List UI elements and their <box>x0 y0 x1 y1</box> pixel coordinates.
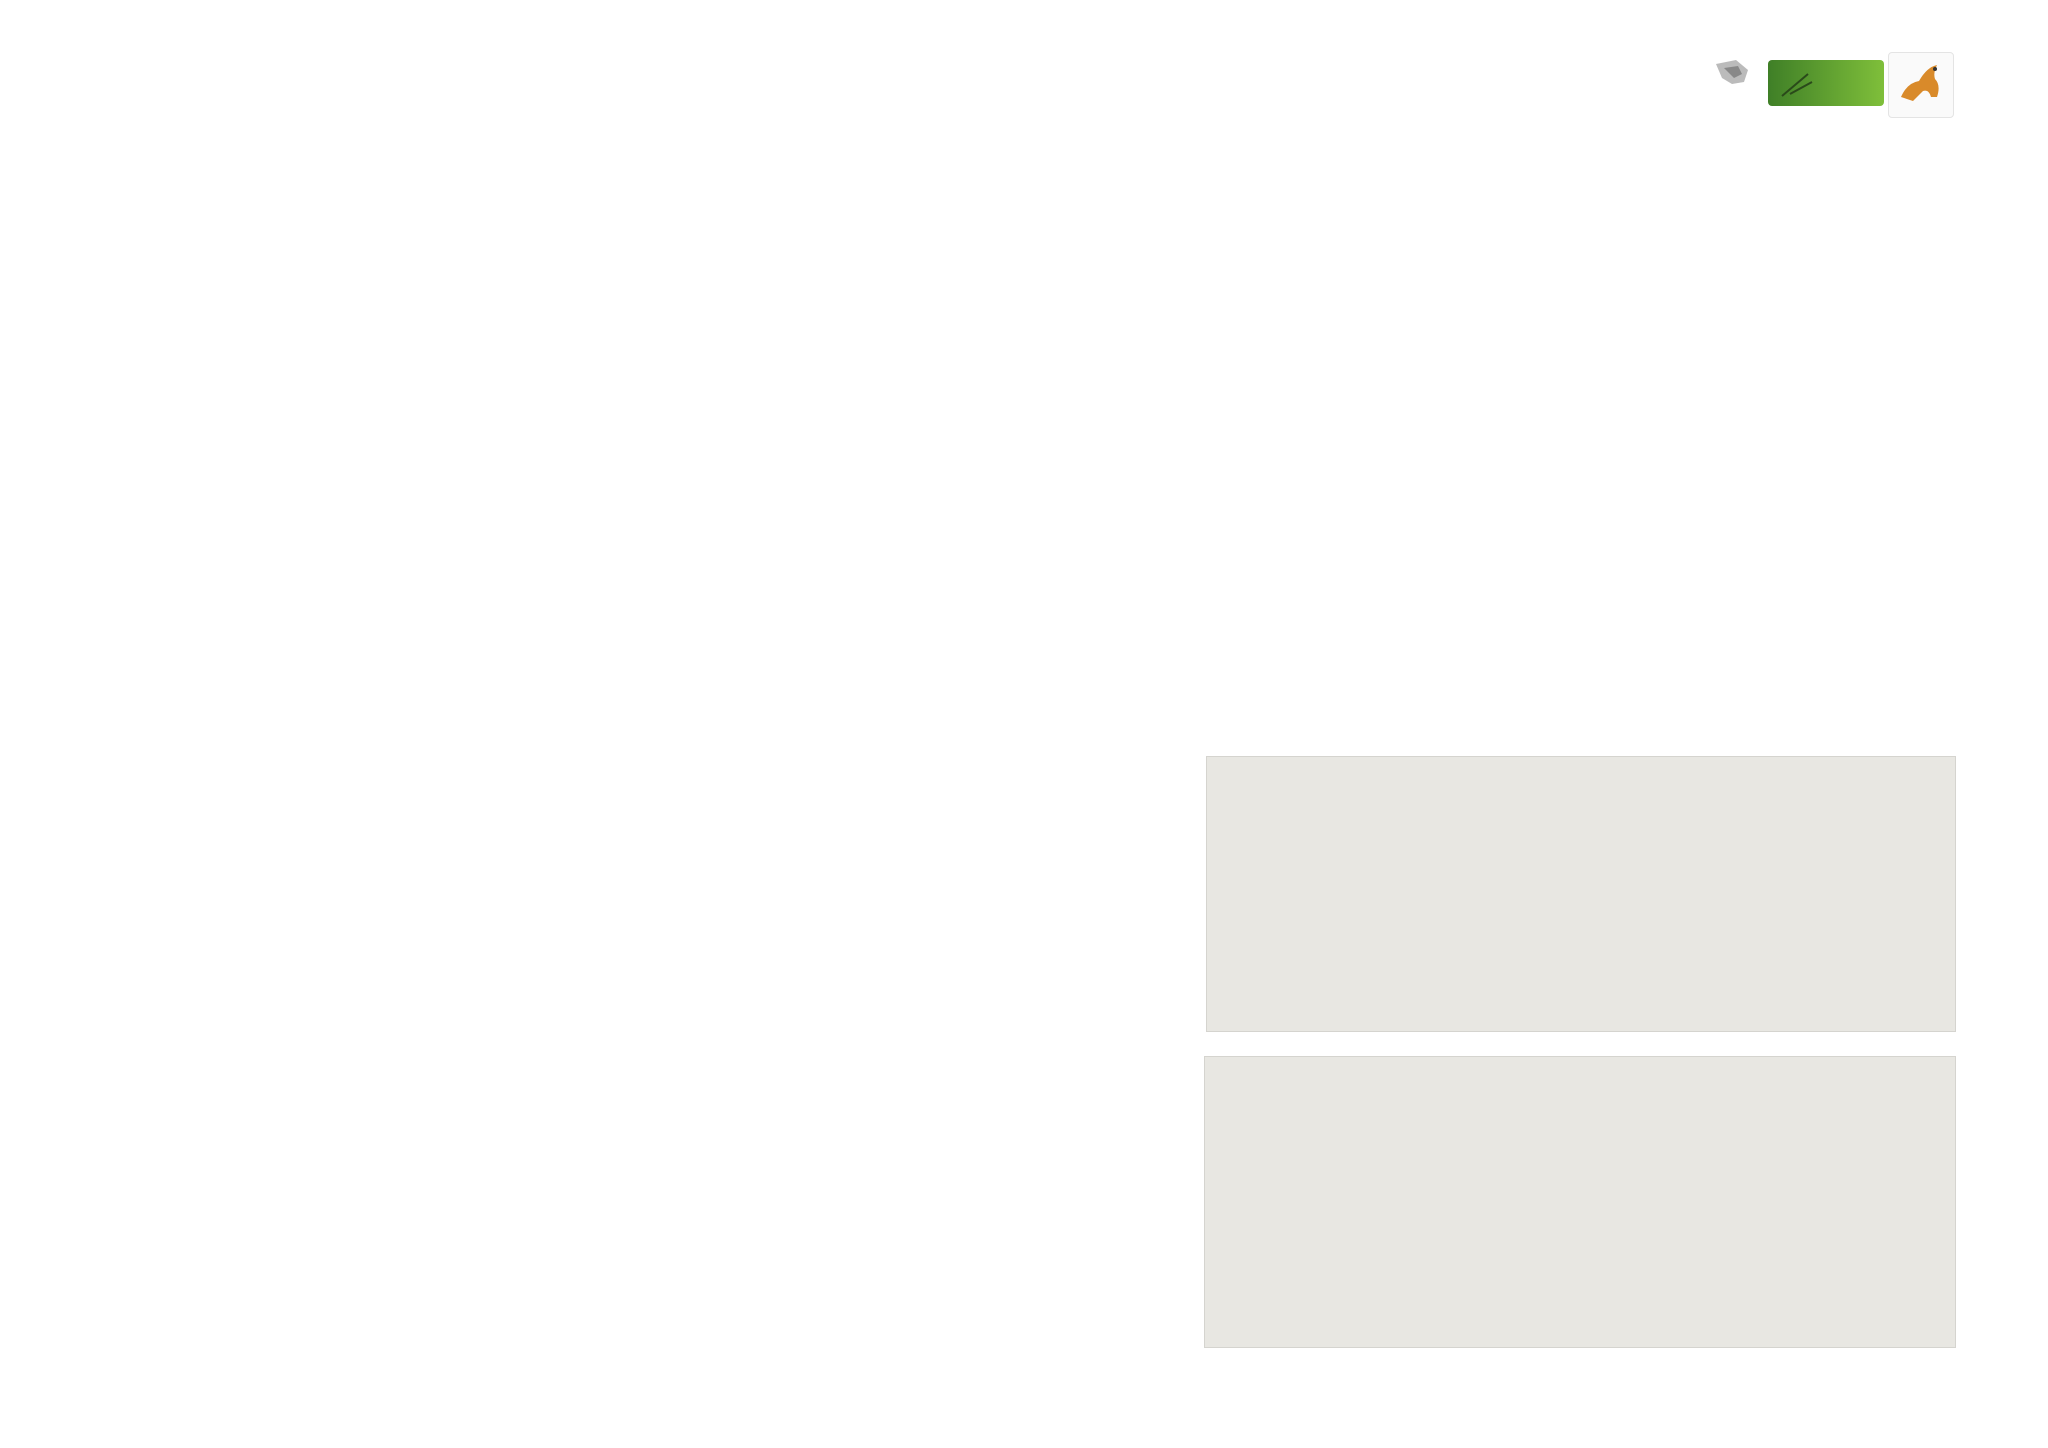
kangaroo-logo <box>1888 52 1954 118</box>
grasshopper-canvas-bottom <box>1205 1057 1955 1347</box>
grasshopper-canvas-top <box>1207 757 1955 1031</box>
grasshopper-definition-top <box>1206 756 1956 1032</box>
grasshopper-logo <box>1768 60 1884 106</box>
rhinoceros-logo <box>1706 56 1766 112</box>
grasshopper-definition-bottom <box>1204 1056 1956 1348</box>
